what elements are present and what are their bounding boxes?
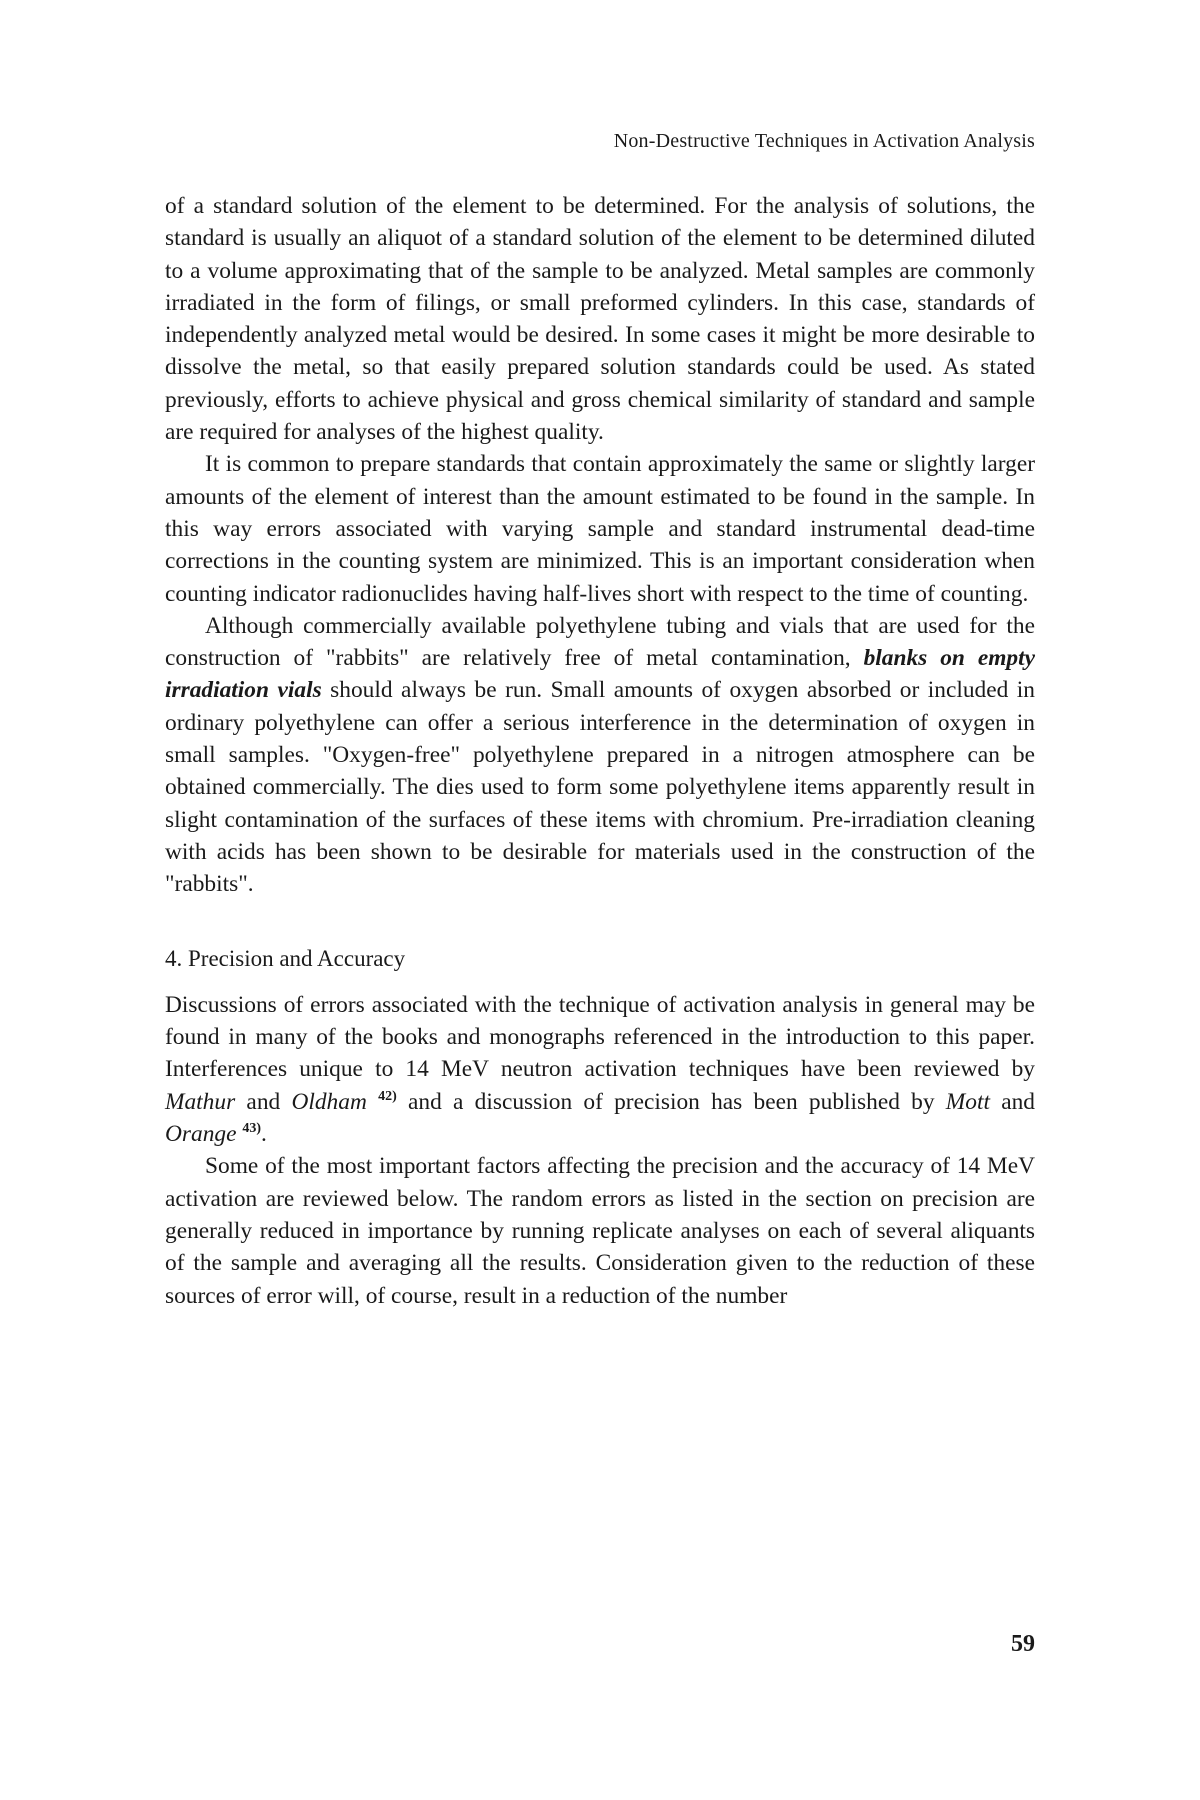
text-span: should always be run. Small amounts of oxygen absorbed or included in ordinary polyethylene can offer a serious interference in the determination of oxygen in small samples. "Oxygen-free" polyethylene prepared in a nitrogen atmosphere can be obtained commercially. The dies used to form some polyethylene items apparently result in slight contamination of the surfaces of these items with chromium. Pre-irradiation cleaning with acids has been shown to be desirable for materials used in the construction of the "rabbits". xyxy=(165,677,1035,898)
running-header: Non-Destructive Techniques in Activation Analysis xyxy=(613,130,1035,152)
text-span: and a discussion of precision has been published by xyxy=(396,1088,946,1115)
reference-marker: 43) xyxy=(242,1121,261,1137)
author-name: Mathur xyxy=(165,1088,236,1115)
text-span: Discussions of errors associated with the technique of activation analysis in general may be found in many of the books and monographs referenced in the introduction to this paper. Interferences unique to 14 MeV neutron activation techniques have been reviewed by xyxy=(165,991,1035,1083)
text-span: and xyxy=(235,1088,292,1115)
paragraph-contamination xyxy=(165,610,1035,901)
body-text xyxy=(165,190,1035,1312)
emphasized-phrase: blanks on empty irradiation vials xyxy=(165,645,1035,704)
paragraph-standards: It is common to prepare standards that contain approximately the same or slightly larger amounts of the element of interest than the amount estimated to be found in the sample. In this way errors associated with varying sample and standard instrumental dead-time corrections in the counting system are minimized. This is an important consideration when counting indicator radionuclides having half-lives short with respect to the time of counting. xyxy=(165,451,1035,607)
paragraph-factors: Some of the most important factors affecting the precision and the accuracy of 14 MeV activation are reviewed below. The random errors as listed in the section on precision are generally reduced in importance by running replicate analyses on each of several aliquants of the sample and averaging all the results. Consideration given to the reduction of these sources of error will, of course, result in a reduction of the number xyxy=(165,1153,1035,1309)
author-name: Oldham xyxy=(291,1088,367,1115)
section-spacer xyxy=(165,901,1035,943)
text-span: . xyxy=(261,1121,267,1148)
author-name: Orange xyxy=(165,1121,237,1148)
section-heading: 4. Precision and Accuracy xyxy=(165,945,406,971)
page-number: 59 xyxy=(1011,1631,1035,1657)
reference-marker: 42) xyxy=(378,1088,397,1104)
document-page xyxy=(165,0,1035,1800)
paragraph-errors-discussion xyxy=(165,989,1035,1150)
text-span: Although commercially available polyethylene tubing and vials that are used for the construction of "rabbits" are relatively free of metal contamination, xyxy=(165,612,1035,672)
author-name: Mott xyxy=(945,1088,990,1115)
text-span: and xyxy=(989,1088,1035,1115)
paragraph-continued: of a standard solution of the element to be determined. For the analysis of solutions, the standard is usually an aliquot of a standard solution of the element to be determined diluted to a volume approximating that of the sample to be analyzed. Metal samples are commonly irradiated in the form of filings, or small preformed cylinders. In this case, standards of independently analyzed metal would be desired. In some cases it might be more desirable to dissolve the metal, so that easily prepared solution standards could be used. As stated previously, efforts to achieve physical and gross chemical similarity of standard and sample are required for analyses of the highest quality. xyxy=(165,193,1035,446)
